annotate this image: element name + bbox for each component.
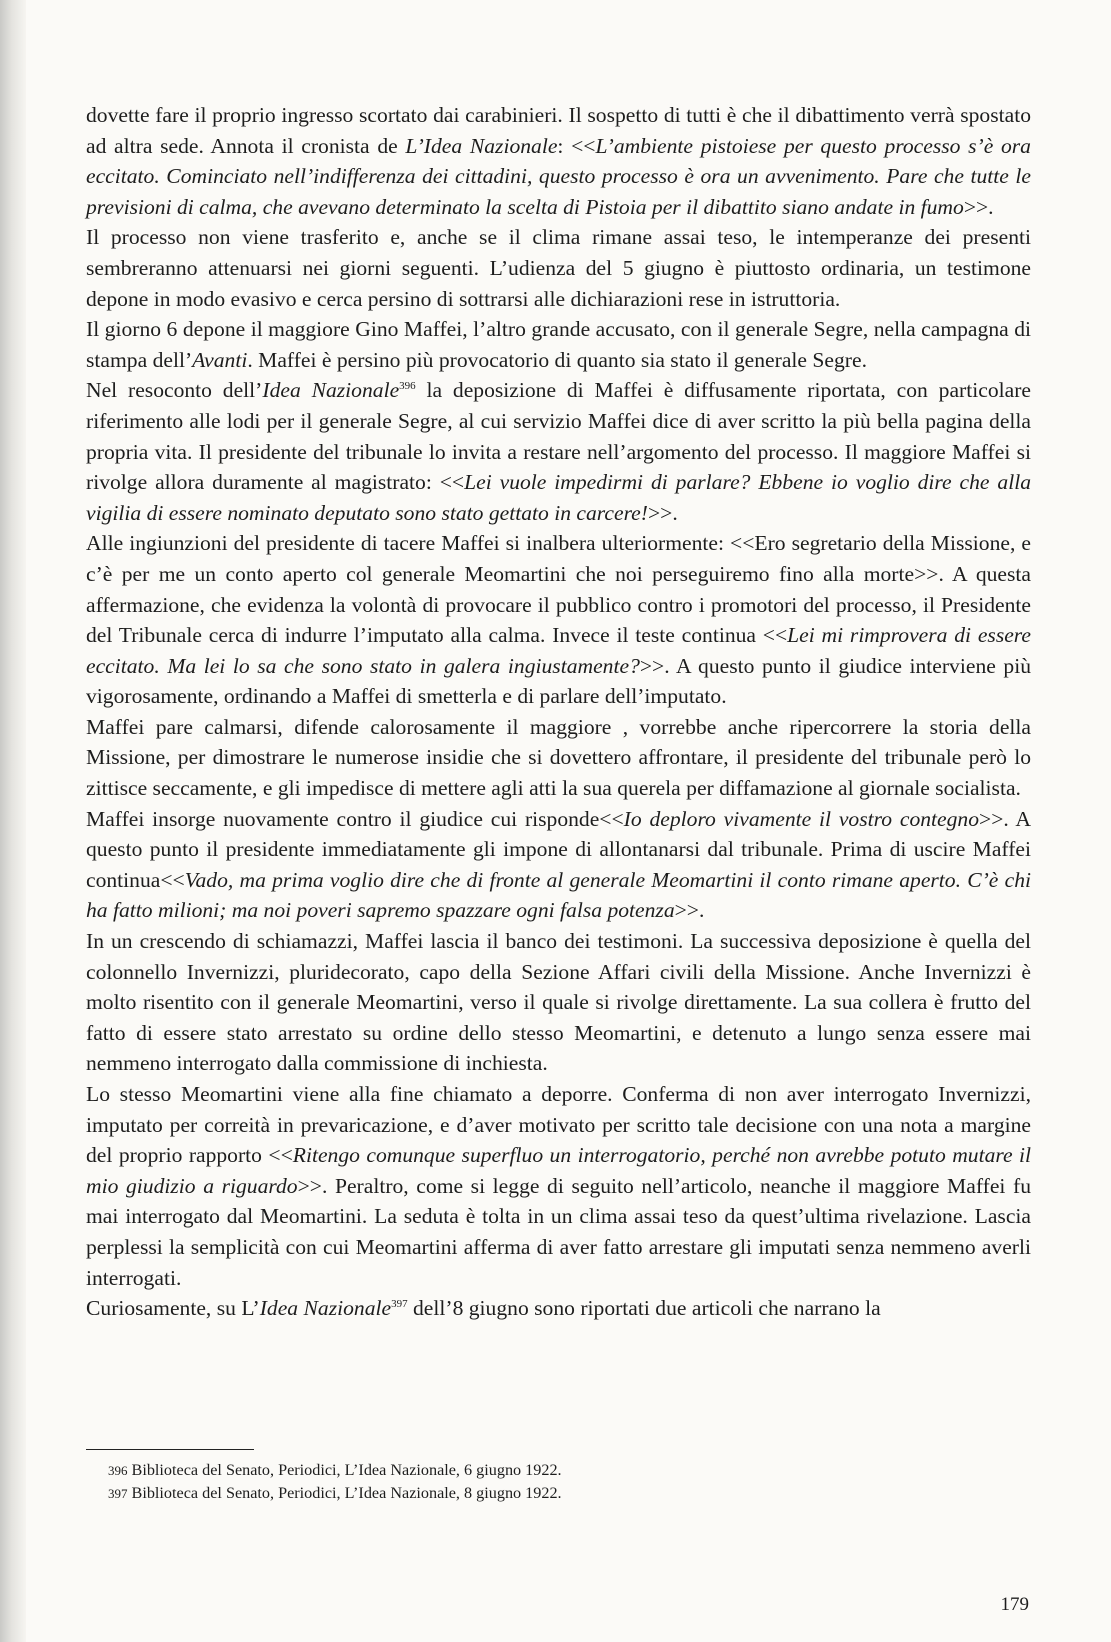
footnote-reference: 397 (391, 1298, 408, 1311)
text-run: >>. Peraltro, come si legge di seguito nell’articolo, neanche il maggiore Maffei fu mai interrogato dal Meomartini. La seduta è tolta in un clima assai teso da quest’ultima rivelazione. Lascia perplessi la semplicità con cui Meomartini afferma di aver fatto arrestare gli imputati senza nemmeno averli interrogati. (86, 1173, 1032, 1290)
paragraph (86, 1293, 1031, 1324)
paragraph (86, 222, 1031, 314)
italic-text: Ritengo comunque superfluo un interrogatorio, perché non avrebbe potuto mutare il mio giudizio a riguardo (86, 1143, 1031, 1198)
italic-text: Vado, ma prima voglio dire che di fronte al generale Meomartini il conto rimane aperto. C’è chi ha fatto milioni; ma noi poveri sapremo spazzare ogni falsa potenza (86, 867, 1031, 923)
page-gutter-shadow (0, 0, 26, 1642)
italic-text: Idea Nazionale (259, 1296, 392, 1321)
italic-text: Avanti (192, 347, 248, 372)
italic-text: Lei mi rimprovera di essere eccitato. Ma lei lo sa che sono stato in galera ingiustamente? (86, 623, 1031, 678)
paragraph (86, 100, 1031, 222)
footnote-396 (108, 1459, 1008, 1482)
text-run: Lo stesso Meomartini viene alla fine chiamato a deporre. Conferma di non aver interrogato Invernizzi, imputato per correità in prevaricazione, e d’aver motivato per scritto tale decisione con una nota a margine del proprio rapporto << (86, 1082, 1031, 1168)
italic-text: Io deploro vivamente il vostro contegno (623, 806, 980, 831)
text-run: >>. (647, 500, 678, 525)
body-text (86, 100, 1031, 1324)
paragraph (86, 804, 1031, 926)
page-number: 179 (1000, 1594, 1029, 1615)
text-run: Curiosamente, su L’ (86, 1296, 260, 1321)
footnote-reference: 396 (399, 380, 416, 393)
text-run: >>. (963, 194, 994, 219)
italic-text: Idea Nazionale (262, 378, 400, 403)
footnote-number: 397 (108, 1486, 128, 1501)
paragraph (86, 375, 1031, 528)
text-run: Maffei insorge nuovamente contro il giudice cui risponde<< (86, 806, 624, 831)
paragraph (86, 314, 1031, 375)
text-run: Maffei pare calmarsi, difende calorosamente il maggiore , vorrebbe anche ripercorrere la storia della Missione, per dimostrare le numerose insidie che si dovettero affrontare, il presidente del tribunale però lo zittisce seccamente, e gli impedisce di mettere agli atti la sua querela per diffamazione al giornale socialista. (86, 714, 1031, 801)
text-run: Il processo non viene trasferito e, anche se il clima rimane assai teso, le intemperanze dei presenti sembreranno attenuarsi nei giorni seguenti. L’udienza del 5 giugno è piuttosto ordinaria, un testimone depone in modo evasivo e cerca persino di sottrarsi alle dichiarazioni rese in istruttoria. (86, 225, 1031, 311)
italic-text: L’ambiente pistoiese per questo processo s’è ora eccitato. Cominciato nell’indifferenza dei cittadini, questo processo è ora un avvenimento. Pare che tutte le previsioni di calma, che avevano determinato la scelta di Pistoia per il dibattito siano andate in fumo (86, 133, 1031, 219)
paragraph (86, 712, 1031, 804)
footnotes (108, 1459, 1008, 1505)
italic-text: Lei vuole impedirmi di parlare? Ebbene io voglio dire che alla vigilia di essere nominato deputato sono stato gettato in carcere! (86, 470, 1031, 525)
text-run: >>. A questo punto il giudice interviene più vigorosamente, ordinando a Maffei di smetterla e di parlare dell’imputato. (86, 653, 1032, 709)
footnote-text: Biblioteca del Senato, Periodici, L’Idea Nazionale, 6 giugno 1922. (127, 1461, 562, 1479)
paragraph (86, 528, 1031, 712)
text-run: Alle ingiunzioni del presidente di tacere Maffei si inalbera ulteriormente: <<Ero segretario della Missione, e c’è per me un conto aperto col generale Meomartini che noi perseguiremo fino alla morte>>. A questa affermazione, che evidenza la volontà di provocare il pubblico contro i promotori del processo, il Presidente del Tribunale cerca di indurre l’imputato alla calma. Invece il teste continua << (86, 531, 1031, 648)
footnote-text: Biblioteca del Senato, Periodici, L’Idea Nazionale, 8 giugno 1922. (127, 1484, 562, 1502)
paragraph (86, 926, 1031, 1079)
paragraph (86, 1079, 1031, 1293)
text-run: la deposizione di Maffei è diffusamente riportata, con particolare riferimento alle lodi per il generale Segre, al cui servizio Maffei dice di aver scritto la più bella pagina della propria vita. Il presidente del tribunale lo invita a restare nell’argomento del processo. Il maggiore Maffei si rivolge allora duramente al magistrato: << (86, 378, 1031, 495)
text-run: Il giorno 6 depone il maggiore Gino Maffei, l’altro grande accusato, con il generale Segre, nella campagna di stampa dell’ (86, 317, 1031, 372)
text-run: : << (557, 133, 596, 158)
footnote-separator (86, 1449, 254, 1450)
footnote-397 (108, 1482, 1008, 1505)
text-run: >>. A questo punto il presidente immediatamente gli impone di allontanarsi dal tribunale. Prima di uscire Maffei continua<< (86, 806, 1031, 892)
text-run: dell’8 giugno sono riportati due articoli che narrano la (407, 1296, 881, 1321)
text-run: Nel resoconto dell’ (86, 378, 263, 403)
text-run: In un crescendo di schiamazzi, Maffei lascia il banco dei testimoni. La successiva deposizione è quella del colonnello Invernizzi, pluridecorato, capo della Sezione Affari civili della Missione. Anche Invernizzi è molto risentito con il generale Meomartini, verso il quale si rivolge direttamente. La sua collera è frutto del fatto di essere stato arrestato su ordine dello stesso Meomartini, e detenuto a lungo senza essere mai nemmeno interrogato dalla commissione di inchiesta. (86, 929, 1031, 1076)
text-run: . Maffei è persino più provocatorio di quanto sia stato il generale Segre. (247, 347, 867, 372)
text-run: >>. (674, 898, 705, 923)
italic-text: L’Idea Nazionale (405, 133, 558, 158)
text-run: dovette fare il proprio ingresso scortato dai carabinieri. Il sospetto di tutti è che il dibattimento verrà spostato ad altra sede. Annota il cronista de (86, 103, 1031, 158)
footnote-number: 396 (108, 1463, 128, 1478)
